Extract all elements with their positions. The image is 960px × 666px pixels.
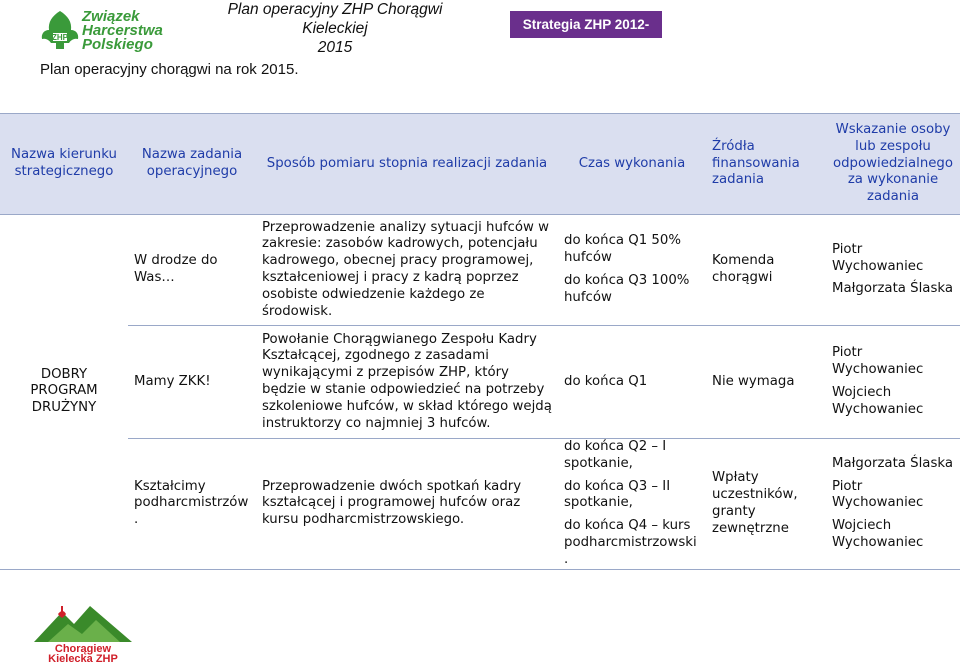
title-line-1: Plan operacyjny ZHP Chorągwi Kieleckiej: [227, 1, 443, 37]
document-title: [200, 0, 470, 57]
wordmark-line: Związek: [82, 8, 140, 25]
time-cell: [558, 215, 706, 326]
footer-logo-line-1: Chorągiew: [54, 643, 112, 655]
time-item: do końca Q3 – II spotkanie,: [564, 478, 671, 511]
column-header: Sposób pomiaru stopnia realizacji zadania: [256, 114, 558, 215]
title-line-2: 2015: [317, 39, 353, 56]
footer-logo-line-2: Kielecka ZHP: [48, 653, 118, 662]
task-name-cell: Kształcimy podharcmistrzów.: [128, 439, 256, 570]
wordmark-line: Harcerstwa: [82, 22, 163, 39]
time-item: do końca Q2 – I spotkanie,: [564, 439, 667, 471]
choragiew-logo: [28, 598, 138, 662]
column-header: Czas wykonania: [558, 114, 706, 215]
measure-cell: Przeprowadzenie dwóch spotkań kadry kształcącej i programowej hufców oraz kursu podharcmistrzowskiego.: [256, 439, 558, 570]
column-header: Nazwa zadania operacyjnego: [128, 114, 256, 215]
measure-cell: Przeprowadzenie analizy sytuacji hufców w zakresie: zasobów kadrowych, potencjału kadrowego, obecnej pracy programowej, kształceniowej i pracy z kadrą poprzez osobiste odwiedzenie każdego ze środowisk.: [256, 215, 558, 326]
mountain-logo-icon: [28, 598, 138, 662]
funding-cell: Komenda chorągwi: [706, 215, 826, 326]
responsible-cell: [826, 439, 960, 570]
column-header: Wskazanie osoby lub zespołu odpowiedzialnego za wykonanie zadania: [826, 114, 960, 215]
zhp-lily-icon: [38, 8, 82, 52]
strategic-direction-cell: DOBRY PROGRAM DRUŻYNY: [0, 215, 128, 570]
task-name-cell: Mamy ZKK!: [128, 326, 256, 439]
plan-table: [0, 113, 960, 570]
time-item: do końca Q1: [564, 373, 648, 389]
table-row: [0, 215, 960, 326]
column-header: Źródła finansowania zadania: [706, 114, 826, 215]
measure-cell: Powołanie Chorągwianego Zespołu Kadry Kształcącej, zgodnego z zasadami wynikającymi z przepisów ZHP, który będzie w stanie odpowiedzieć na potrzeby szkoleniowe hufców, w skład którego wejdą instruktorzy co najmniej 3 hufców.: [256, 326, 558, 439]
responsible-person: Piotr Wychowaniec: [832, 478, 924, 511]
responsible-cell: [826, 215, 960, 326]
responsible-person: Wojciech Wychowaniec: [832, 518, 924, 550]
time-item: do końca Q4 – kurs podharcmistrzowski.: [564, 518, 697, 567]
funding-cell: Nie wymaga: [706, 326, 826, 439]
svg-text:ZHP: ZHP: [52, 33, 68, 42]
strategy-badge: Strategia ZHP 2012-2017: [510, 11, 662, 38]
zhp-logo: [38, 6, 168, 54]
zhp-wordmark: [82, 10, 163, 52]
wordmark-line: Polskiego: [82, 36, 153, 53]
funding-cell: Wpłaty uczestników, granty zewnętrzne: [706, 439, 826, 570]
table-row: [0, 326, 960, 439]
responsible-person: Piotr Wychowaniec: [832, 345, 924, 378]
responsible-person: Małgorzata Ślaska: [832, 281, 953, 297]
responsible-person: Małgorzata Ślaska: [832, 455, 953, 471]
time-cell: [558, 439, 706, 570]
time-item: do końca Q1 50% hufców: [564, 233, 681, 266]
table-header-row: [0, 114, 960, 215]
table-row: [0, 439, 960, 570]
column-header: Nazwa kierunku strategicznego: [0, 114, 128, 215]
task-name-cell: W drodze do Was…: [128, 215, 256, 326]
time-item: do końca Q3 100% hufców: [564, 273, 690, 305]
time-cell: [558, 326, 706, 439]
responsible-cell: [826, 326, 960, 439]
page-subtitle: Plan operacyjny chorągwi na rok 2015.: [40, 61, 299, 78]
responsible-person: Piotr Wychowaniec: [832, 241, 924, 274]
responsible-person: Wojciech Wychowaniec: [832, 385, 924, 417]
